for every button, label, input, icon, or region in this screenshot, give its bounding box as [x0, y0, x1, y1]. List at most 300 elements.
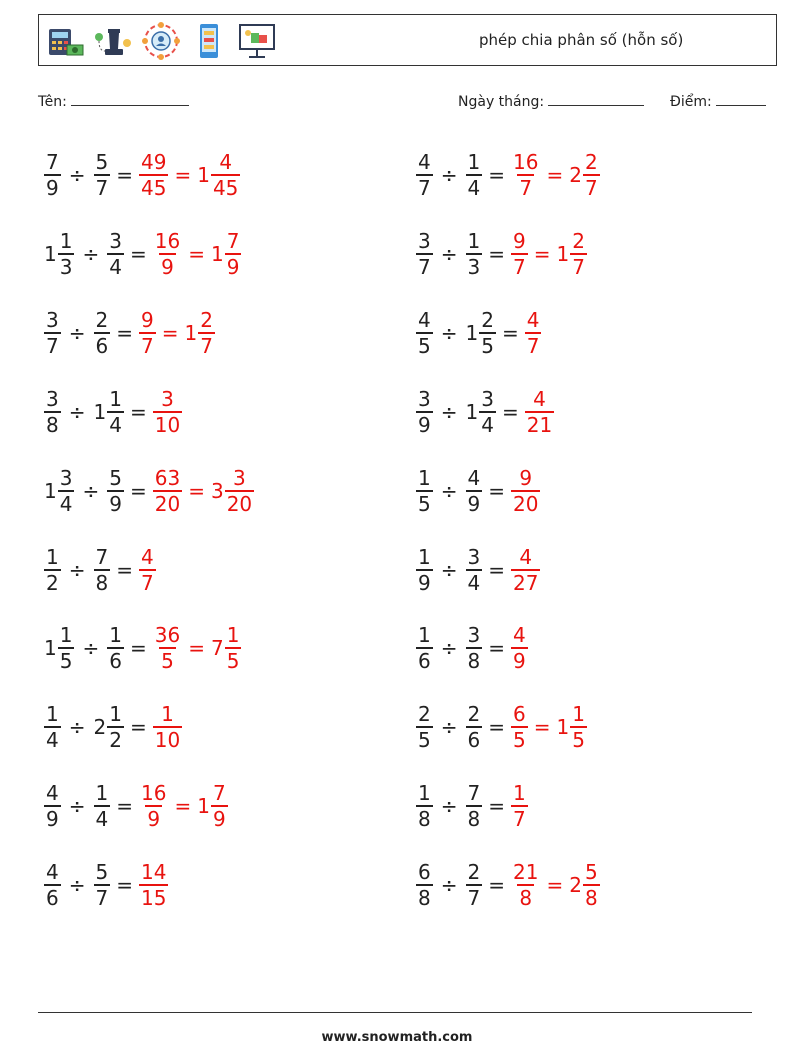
numerator: 16: [141, 781, 167, 806]
denominator: 9: [418, 570, 431, 595]
divisor: [466, 781, 483, 832]
numerator: 2: [467, 702, 481, 727]
dividend: [416, 228, 433, 279]
dividend: [416, 544, 433, 595]
answer-improper: [511, 544, 540, 595]
dividend: [44, 702, 61, 753]
dividend: [44, 781, 61, 832]
dividend: [44, 860, 61, 911]
numerator: 2: [418, 702, 431, 727]
denominator: 8: [95, 570, 109, 595]
numerator: 6: [418, 860, 431, 885]
footer-divider: [38, 1012, 752, 1013]
problem-17: [44, 776, 228, 836]
numerator: 1: [46, 544, 59, 569]
denominator: 2: [109, 728, 122, 753]
answer-improper: [139, 781, 168, 832]
fraction: [225, 623, 242, 674]
fraction: [511, 152, 540, 198]
denominator: 2: [46, 570, 59, 595]
answer-improper: [511, 781, 528, 832]
mobile-phone-icon: [189, 21, 229, 61]
numerator: 1: [109, 386, 122, 411]
fraction: [107, 465, 124, 516]
equals-sign: =: [129, 636, 147, 661]
numerator: 1: [95, 781, 109, 806]
score-label: Điểm:: [670, 94, 712, 110]
equals-sign: =: [161, 320, 179, 345]
answer-improper: [153, 702, 182, 753]
numerator: 4: [46, 781, 59, 806]
numerator: 1: [418, 465, 431, 490]
fraction: [107, 702, 124, 753]
denominator: 8: [519, 886, 533, 911]
dividend: [416, 860, 433, 911]
numerator: 4: [46, 860, 59, 885]
denominator: 4: [59, 491, 73, 516]
answer-improper: [139, 860, 168, 911]
whole-part: 1: [556, 715, 570, 740]
dividend: [44, 307, 61, 358]
divide-sign: ÷: [440, 399, 458, 424]
equals-sign: =: [488, 715, 505, 740]
fraction: [511, 781, 528, 832]
denominator: 3: [59, 254, 73, 279]
divide-sign: ÷: [82, 478, 100, 503]
divisor: [94, 781, 111, 832]
equals-sign: =: [188, 636, 205, 661]
equals-sign: =: [533, 715, 551, 740]
denominator: 10: [154, 728, 181, 753]
fraction: [211, 781, 228, 832]
fraction: [58, 228, 75, 279]
fraction: [94, 781, 111, 832]
equals-sign: =: [116, 320, 133, 345]
denominator: 7: [46, 333, 59, 358]
fraction: [94, 544, 111, 595]
fraction: [416, 386, 433, 437]
equals-sign: =: [546, 873, 564, 898]
problem-13: [44, 618, 241, 678]
denominator: 4: [481, 412, 494, 437]
fraction: [58, 465, 75, 516]
numerator: 1: [46, 702, 59, 727]
fraction: [416, 152, 433, 198]
denominator: 8: [467, 807, 481, 832]
fraction: [44, 860, 61, 911]
numerator: 7: [226, 228, 240, 253]
fraction: [416, 544, 433, 595]
equals-sign: =: [488, 557, 505, 582]
fraction: [570, 702, 587, 753]
denominator: 9: [418, 412, 431, 437]
divide-sign: ÷: [440, 320, 458, 345]
divide-sign: ÷: [440, 478, 458, 503]
fraction: [107, 623, 124, 674]
numerator: 3: [481, 386, 494, 411]
numerator: 3: [467, 544, 481, 569]
denominator: 5: [572, 728, 585, 753]
fraction: [466, 152, 483, 198]
divide-sign: ÷: [440, 715, 458, 740]
numerator: 16: [154, 228, 181, 253]
denominator: 9: [109, 491, 122, 516]
answer-improper: [153, 386, 182, 437]
denominator: 7: [513, 254, 526, 279]
equals-sign: =: [488, 163, 505, 187]
divide-sign: ÷: [68, 557, 86, 582]
divide-sign: ÷: [440, 636, 458, 661]
equals-sign: =: [174, 163, 192, 187]
denominator: 6: [95, 333, 109, 358]
numerator: 1: [418, 781, 431, 806]
equals-sign: =: [488, 241, 505, 266]
divide-sign: ÷: [68, 399, 86, 424]
fraction: [139, 781, 168, 832]
denominator: 5: [418, 728, 431, 753]
denominator: 27: [513, 570, 539, 595]
numerator: 3: [59, 465, 73, 490]
fraction: [44, 702, 61, 753]
whole-part: 1: [465, 320, 479, 345]
answer-mixed: [197, 781, 227, 832]
equals-sign: =: [501, 320, 519, 345]
problem-7: [44, 382, 182, 442]
problem-15: [44, 697, 182, 757]
numerator: 9: [519, 465, 533, 490]
whole-part: 1: [44, 241, 57, 266]
denominator: 20: [226, 491, 253, 516]
fraction: [511, 860, 540, 911]
answer-mixed: [569, 860, 599, 911]
denominator: 15: [141, 886, 167, 911]
fraction: [466, 623, 483, 674]
numerator: 1: [467, 228, 481, 253]
divide-sign: ÷: [68, 715, 86, 740]
fraction: [198, 307, 215, 358]
answer-improper: [153, 465, 182, 516]
denominator: 4: [109, 412, 122, 437]
equals-sign: =: [129, 399, 147, 424]
dividend: [44, 623, 74, 674]
numerator: 4: [418, 307, 431, 332]
fraction: [107, 228, 124, 279]
denominator: 9: [467, 491, 481, 516]
divisor: [94, 544, 111, 595]
answer-mixed: [569, 152, 599, 198]
answer-improper: [511, 152, 540, 198]
whole-part: 1: [556, 241, 570, 266]
denominator: 7: [95, 886, 109, 911]
denominator: 3: [467, 254, 481, 279]
fraction: [44, 152, 61, 198]
denominator: 7: [572, 254, 585, 279]
answer-improper: [139, 152, 168, 198]
denominator: 6: [467, 728, 481, 753]
dividend: [44, 544, 61, 595]
equals-sign: =: [533, 241, 551, 266]
numerator: 2: [467, 860, 481, 885]
dividend: [416, 623, 433, 674]
fraction: [466, 544, 483, 595]
denominator: 4: [46, 728, 59, 753]
name-field: [38, 94, 189, 110]
numerator: 7: [212, 781, 226, 806]
numerator: 1: [467, 150, 481, 174]
dividend: [44, 228, 74, 279]
numerator: 1: [109, 702, 122, 727]
denominator: 7: [526, 333, 540, 358]
denominator: 9: [147, 807, 161, 832]
divisor: [94, 860, 111, 911]
denominator: 8: [46, 412, 59, 437]
denominator: 45: [141, 176, 167, 200]
denominator: 10: [154, 412, 181, 437]
problem-11: [44, 540, 156, 600]
answer-improper: [525, 307, 542, 358]
denominator: 5: [418, 491, 431, 516]
equals-sign: =: [488, 478, 505, 503]
numerator: 6: [513, 702, 526, 727]
whole-part: 3: [210, 478, 224, 503]
divisor: [107, 228, 124, 279]
divisor: [466, 152, 483, 198]
problem-10: [416, 461, 540, 521]
whole-part: 1: [44, 478, 57, 503]
fraction: [44, 386, 61, 437]
denominator: 4: [109, 254, 122, 279]
fraction: [44, 781, 61, 832]
fraction: [466, 781, 483, 832]
denominator: 4: [467, 176, 481, 200]
denominator: 9: [513, 649, 526, 674]
problem-6: [416, 303, 541, 363]
chess-strategy-icon: [93, 21, 133, 61]
answer-improper: [525, 386, 554, 437]
divisor: [466, 465, 483, 516]
numerator: 2: [481, 307, 494, 332]
equals-sign: =: [488, 873, 505, 898]
problem-12: [416, 540, 540, 600]
equals-sign: =: [116, 163, 133, 187]
score-field: [670, 94, 766, 110]
numerator: 21: [513, 860, 539, 885]
divisor: [466, 702, 483, 753]
fraction: [511, 623, 528, 674]
fraction: [479, 307, 496, 358]
fraction: [416, 702, 433, 753]
fraction: [139, 152, 168, 198]
dividend: [416, 702, 433, 753]
numerator: 4: [519, 544, 533, 569]
numerator: 3: [233, 465, 246, 490]
name-blank[interactable]: [71, 104, 189, 106]
answer-mixed: [556, 702, 587, 753]
denominator: 4: [467, 570, 481, 595]
date-blank[interactable]: [548, 104, 644, 106]
dividend: [44, 152, 61, 198]
whole-part: 2: [569, 163, 582, 187]
denominator: 5: [481, 333, 494, 358]
problem-2: [416, 145, 600, 205]
numerator: 2: [584, 150, 598, 174]
numerator: 3: [46, 386, 59, 411]
numerator: 36: [154, 623, 181, 648]
numerator: 5: [109, 465, 122, 490]
denominator: 6: [109, 649, 122, 674]
numerator: 3: [109, 228, 122, 253]
team-network-icon: [141, 21, 181, 61]
divide-sign: ÷: [440, 163, 458, 187]
equals-sign: =: [546, 163, 564, 187]
answer-mixed: [210, 228, 241, 279]
answer-improper: [511, 702, 528, 753]
whole-part: 1: [44, 636, 57, 661]
answer-improper: [139, 307, 156, 358]
problem-19: [44, 855, 168, 915]
fraction: [583, 152, 600, 198]
fraction: [44, 544, 61, 595]
fraction: [139, 544, 156, 595]
whole-part: 1: [93, 399, 107, 424]
dividend: [416, 386, 433, 437]
equals-sign: =: [174, 794, 192, 819]
denominator: 7: [418, 254, 431, 279]
calculator-money-icon: [45, 21, 85, 61]
numerator: 3: [418, 386, 431, 411]
numerator: 4: [526, 307, 540, 332]
denominator: 9: [212, 807, 226, 832]
divisor: [465, 386, 496, 437]
equals-sign: =: [188, 478, 205, 503]
denominator: 20: [513, 491, 539, 516]
numerator: 1: [572, 702, 585, 727]
fraction: [153, 465, 182, 516]
divisor: [107, 465, 124, 516]
fraction: [466, 860, 483, 911]
numerator: 4: [219, 150, 233, 174]
score-blank[interactable]: [716, 104, 766, 106]
denominator: 7: [513, 807, 526, 832]
numerator: 4: [513, 623, 526, 648]
denominator: 7: [467, 886, 481, 911]
fraction: [153, 702, 182, 753]
numerator: 4: [467, 465, 481, 490]
fraction: [139, 860, 168, 911]
name-label: Tên:: [38, 94, 67, 110]
denominator: 5: [59, 649, 73, 674]
problem-20: [416, 855, 600, 915]
problem-18: [416, 776, 528, 836]
answer-improper: [511, 860, 540, 911]
divide-sign: ÷: [440, 873, 458, 898]
denominator: 5: [226, 649, 240, 674]
denominator: 7: [418, 176, 431, 200]
denominator: 8: [418, 807, 431, 832]
divide-sign: ÷: [440, 241, 458, 266]
divisor: [466, 623, 483, 674]
numerator: 1: [513, 781, 526, 806]
numerator: 63: [154, 465, 181, 490]
fraction: [107, 386, 124, 437]
fraction: [583, 860, 600, 911]
dividend: [44, 386, 61, 437]
answer-improper: [511, 623, 528, 674]
answer-improper: [139, 544, 156, 595]
denominator: 9: [161, 254, 174, 279]
fraction: [479, 386, 496, 437]
numerator: 1: [226, 623, 240, 648]
numerator: 1: [59, 228, 73, 253]
dividend: [416, 465, 433, 516]
numerator: 14: [141, 860, 167, 885]
denominator: 7: [584, 176, 598, 200]
numerator: 3: [418, 228, 431, 253]
numerator: 3: [161, 386, 174, 411]
denominator: 7: [95, 176, 109, 200]
equals-sign: =: [116, 873, 133, 898]
problem-4: [416, 224, 587, 284]
problem-9: [44, 461, 254, 521]
divisor: [107, 623, 124, 674]
divide-sign: ÷: [68, 163, 86, 187]
equals-sign: =: [129, 715, 147, 740]
answer-mixed: [210, 623, 241, 674]
numerator: 9: [141, 307, 154, 332]
equals-sign: =: [116, 794, 133, 819]
numerator: 7: [467, 781, 481, 806]
fraction: [511, 702, 528, 753]
fraction: [58, 623, 75, 674]
divisor: [466, 860, 483, 911]
fraction: [225, 465, 254, 516]
whole-part: 1: [184, 320, 198, 345]
fraction: [416, 307, 433, 358]
divide-sign: ÷: [68, 794, 86, 819]
whole-part: 2: [569, 873, 582, 898]
fraction: [153, 386, 182, 437]
divide-sign: ÷: [68, 873, 86, 898]
numerator: 3: [467, 623, 481, 648]
equals-sign: =: [488, 636, 505, 661]
divisor: [466, 228, 483, 279]
dividend: [416, 781, 433, 832]
denominator: 8: [584, 886, 598, 911]
denominator: 45: [212, 176, 239, 200]
numerator: 2: [200, 307, 213, 332]
problem-14: [416, 618, 528, 678]
date-label: Ngày tháng:: [458, 94, 545, 110]
numerator: 5: [584, 860, 598, 885]
denominator: 7: [200, 333, 213, 358]
whole-part: 7: [210, 636, 224, 661]
problem-5: [44, 303, 215, 363]
fraction: [416, 781, 433, 832]
divisor: [465, 307, 496, 358]
date-field: [458, 94, 644, 110]
answer-improper: [153, 228, 182, 279]
fraction: [525, 386, 554, 437]
dividend: [416, 307, 433, 358]
equals-sign: =: [116, 557, 133, 582]
fraction: [416, 465, 433, 516]
answer-improper: [511, 228, 528, 279]
denominator: 7: [141, 570, 154, 595]
denominator: 6: [46, 886, 59, 911]
divisor: [93, 702, 124, 753]
problem-3: [44, 224, 241, 284]
denominator: 6: [418, 649, 431, 674]
